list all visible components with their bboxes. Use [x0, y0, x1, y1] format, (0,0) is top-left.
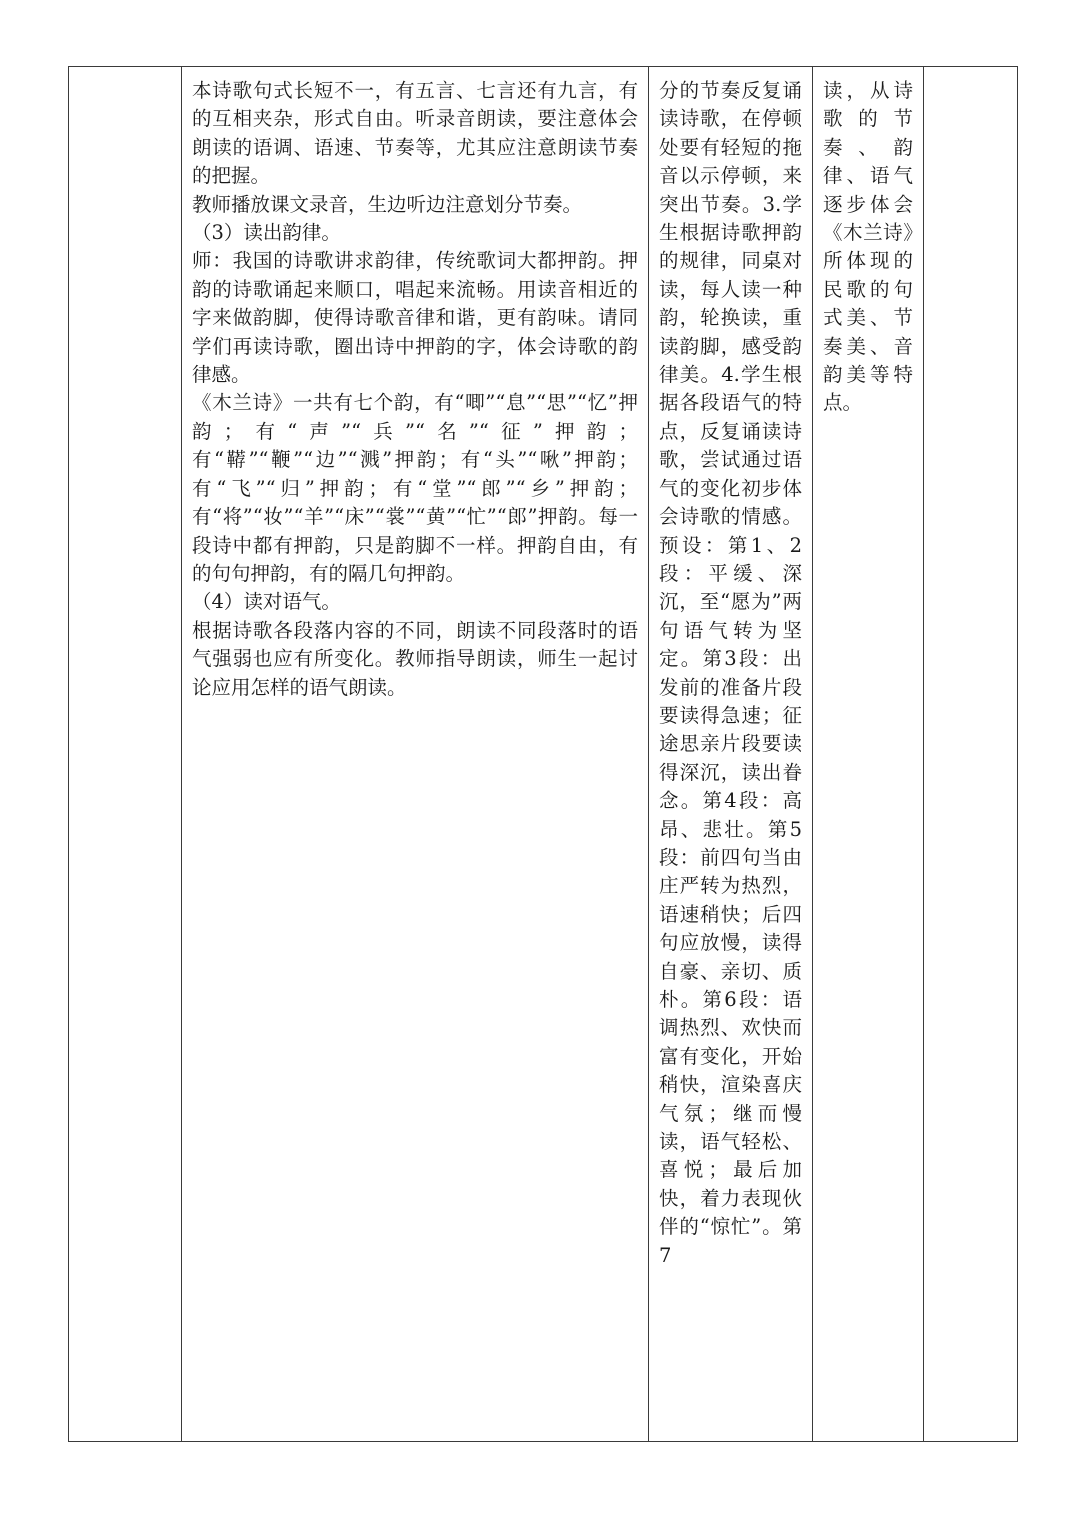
table-cell-blank-left — [69, 67, 182, 1442]
design-intent-text: 读，从诗歌的节奏、韵律、语气逐步体会《木兰诗》所体现的民歌的句式美、节奏美、音韵美等特点。 — [823, 79, 913, 415]
table-cell-teacher-activity — [182, 67, 649, 1442]
table-row — [69, 67, 1018, 1442]
paragraph: 教师播放课文录音，生边听边注意划分节奏。 — [192, 192, 583, 216]
section-heading: （4）读对语气。 — [192, 590, 341, 614]
student-activity-text: 分的节奏反复诵读诗歌，在停顿处要有轻短的拖音以示停顿，来突出节奏。3.学生根据诗歌押韵的规律，同桌对读，每人读一种韵，轮换读，重读韵脚，感受韵律美。4.学生根据各段语气的特点，反复诵读诗歌，尝试通过语气的变化初步体会诗歌的情感。预设：第1、2段：平缓、深沉，至“愿为”两句语气转为坚定。第3段：出发前的准备片段要读得急速；征途思亲片段要读得深沉，读出眷念。第4段：高昂、悲壮。第5段：前四句当由庄严转为热烈，语速稍快；后四句应放慢，读得自豪、亲切、质朴。第6段：语调热烈、欢快而富有变化，开始稍快，渲染喜庆气氛；继而慢读，语气轻松、喜悦；最后加快，着力表现伙伴的“惊忙”。第7 — [659, 79, 802, 1267]
teacher-activity-text — [182, 67, 648, 702]
paragraph: 师：我国的诗歌讲求韵律，传统歌词大都押韵。押韵的诗歌诵起来顺口，唱起来流畅。用读音相近的字来做韵脚，使得诗歌音律和谐，更有韵味。请同学们再读诗歌，圈出诗中押韵的字，体会诗歌的韵律感。 — [192, 249, 638, 387]
paragraph: 根据诗歌各段落内容的不同，朗读不同段落时的语气强弱也应有所变化。教师指导朗读，师生一起讨论应用怎样的语气朗读。 — [192, 618, 638, 699]
paragraph: 本诗歌句式长短不一，有五言、七言还有九言，有的互相夹杂，形式自由。听录音朗读，要注意体会朗读的语调、语速、节奏等，尤其应注意朗读节奏的把握。 — [192, 79, 638, 188]
table-cell-student-activity — [649, 67, 813, 1442]
table-cell-design-intent — [813, 67, 924, 1442]
lesson-plan-table — [68, 66, 1018, 1442]
paragraph: 《木兰诗》一共有七个韵，有“唧”“息”“思”“忆”押韵；有“声”“兵”“名”“征”押韵；有“鞯”“鞭”“边”“溅”押韵；有“头”“啾”押韵；有“飞”“归”押韵；有“堂”“郎”“乡”押韵；有“将”“妆”“羊”“床”“裳”“黄”“忙”“郎”押韵。每一段诗中都有押韵，只是韵脚不一样。押韵自由，有的句句押韵，有的隔几句押韵。 — [192, 391, 638, 585]
section-heading: （3）读出韵律。 — [192, 221, 341, 245]
table-cell-blank-right — [924, 67, 1018, 1442]
